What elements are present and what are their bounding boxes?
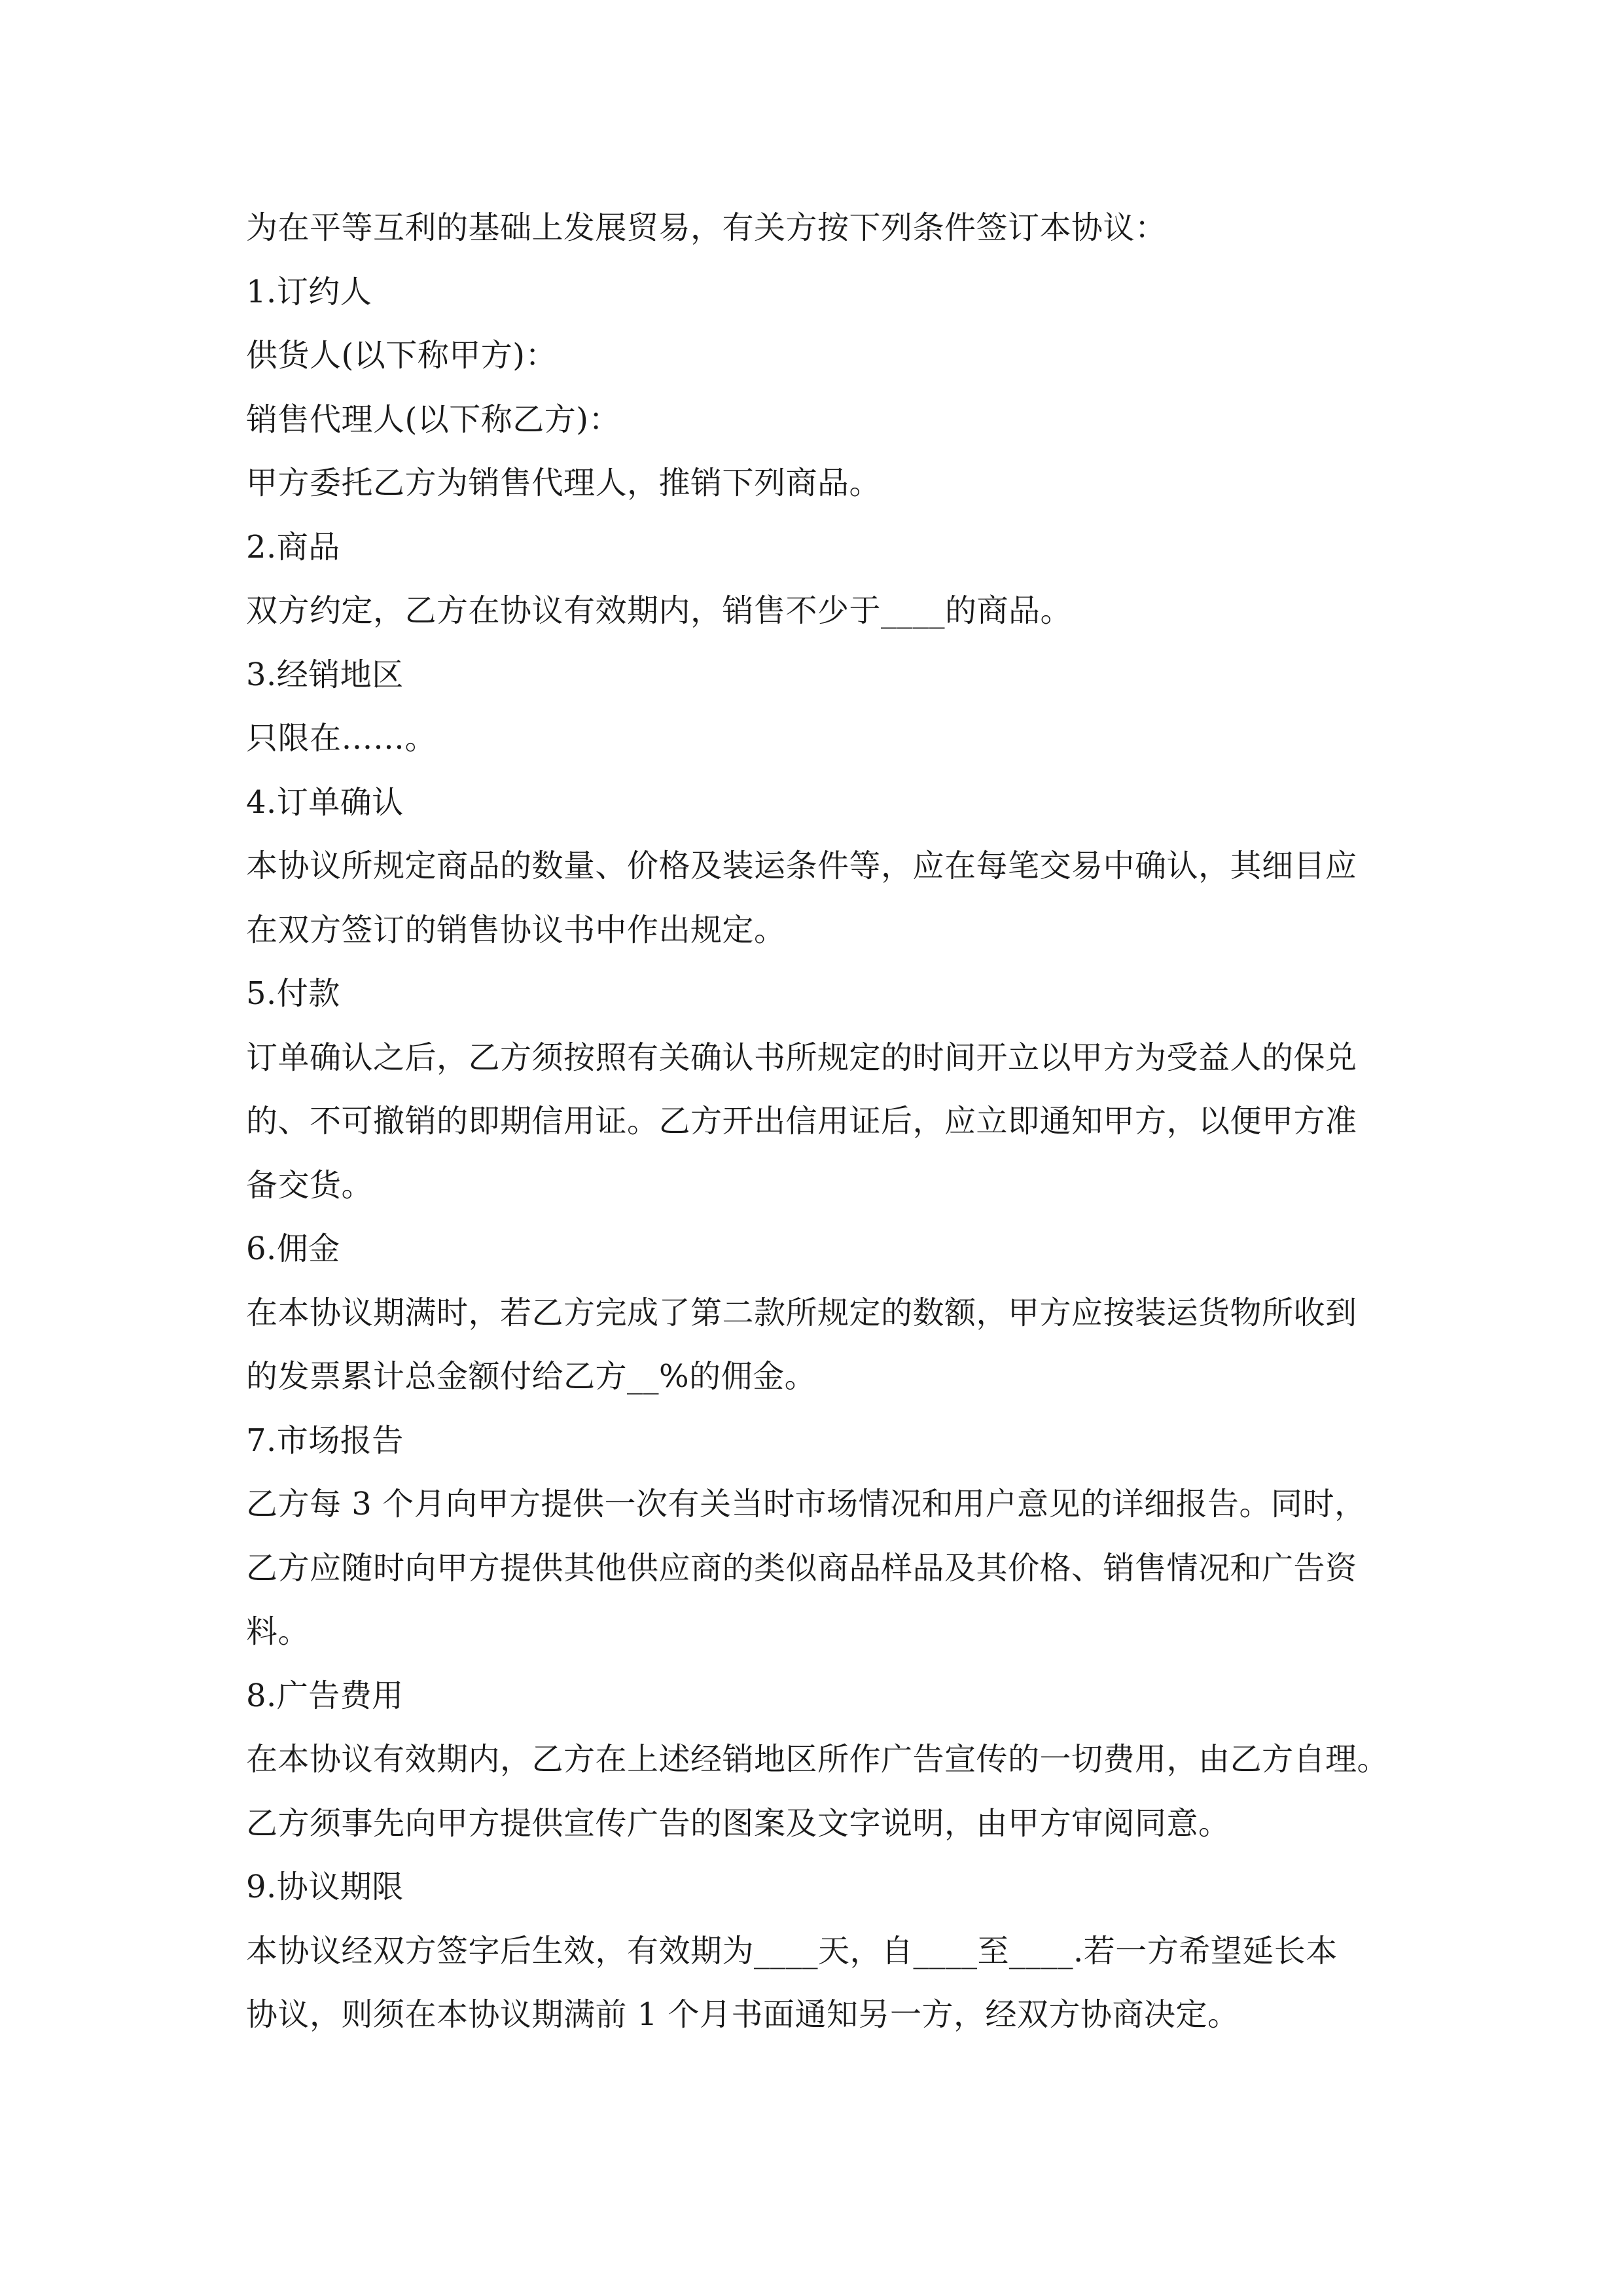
payment-line-2: 的、不可撤销的即期信用证。乙方开出信用证后，应立即通知甲方，以便甲方准 bbox=[246, 1103, 1357, 1139]
section-heading-advertising: 8.广告费用 bbox=[246, 1677, 404, 1714]
commission-line-2: 的发票累计总金额付给乙方__%的佣金。 bbox=[246, 1358, 817, 1395]
entrust-line: 甲方委托乙方为销售代理人，推销下列商品。 bbox=[246, 465, 882, 501]
intro-line: 为在平等互利的基础上发展贸易，有关方按下列条件签订本协议： bbox=[246, 209, 1167, 246]
market-report-line-1: 乙方每 3 个月向甲方提供一次有关当时市场情况和用户意见的详细报告。同时， bbox=[246, 1486, 1366, 1522]
agreement-body bbox=[246, 196, 1391, 2047]
term-line-2: 协议，则须在本协议期满前 1 个月书面通知另一方，经双方协商决定。 bbox=[246, 1996, 1240, 2033]
section-heading-region: 3.经销地区 bbox=[246, 656, 404, 693]
section-heading-parties: 1.订约人 bbox=[246, 273, 372, 310]
term-line-1: 本协议经双方签字后生效，有效期为____天，自____至____.若一方希望延长本 bbox=[246, 1932, 1338, 1969]
commission-line-1: 在本协议期满时，若乙方完成了第二款所规定的数额，甲方应按装运货物所收到 bbox=[246, 1294, 1357, 1331]
section-heading-payment: 5.付款 bbox=[246, 975, 340, 1012]
section-heading-commission: 6.佣金 bbox=[246, 1230, 340, 1267]
market-report-line-2: 乙方应随时向甲方提供其他供应商的类似商品样品及其价格、销售情况和广告资 bbox=[246, 1549, 1357, 1587]
advertising-line-2: 乙方须事先向甲方提供宣传广告的图案及文字说明，由甲方审阅同意。 bbox=[246, 1804, 1230, 1842]
order-line-2: 在双方签订的销售协议书中作出规定。 bbox=[246, 911, 786, 948]
advertising-line-1: 在本协议有效期内，乙方在上述经销地区所作广告宣传的一切费用，由乙方自理。 bbox=[246, 1741, 1389, 1778]
region-line: 只限在……。 bbox=[246, 720, 437, 757]
goods-line: 双方约定，乙方在协议有效期内，销售不少于____的商品。 bbox=[246, 592, 1073, 629]
section-heading-goods: 2.商品 bbox=[246, 528, 340, 565]
agent-line: 销售代理人(以下称乙方)： bbox=[246, 401, 620, 438]
order-line-1: 本协议所规定商品的数量、价格及装运条件等，应在每笔交易中确认，其细目应 bbox=[246, 848, 1357, 884]
payment-line-3: 备交货。 bbox=[246, 1166, 374, 1204]
market-report-line-3: 料。 bbox=[246, 1613, 310, 1650]
section-heading-term: 9.协议期限 bbox=[246, 1869, 404, 1905]
section-heading-order: 4.订单确认 bbox=[246, 783, 404, 821]
supplier-line: 供货人(以下称甲方)： bbox=[246, 337, 557, 374]
payment-line-1: 订单确认之后，乙方须按照有关确认书所规定的时间开立以甲方为受益人的保兑 bbox=[246, 1039, 1357, 1076]
section-heading-market-report: 7.市场报告 bbox=[246, 1422, 404, 1459]
